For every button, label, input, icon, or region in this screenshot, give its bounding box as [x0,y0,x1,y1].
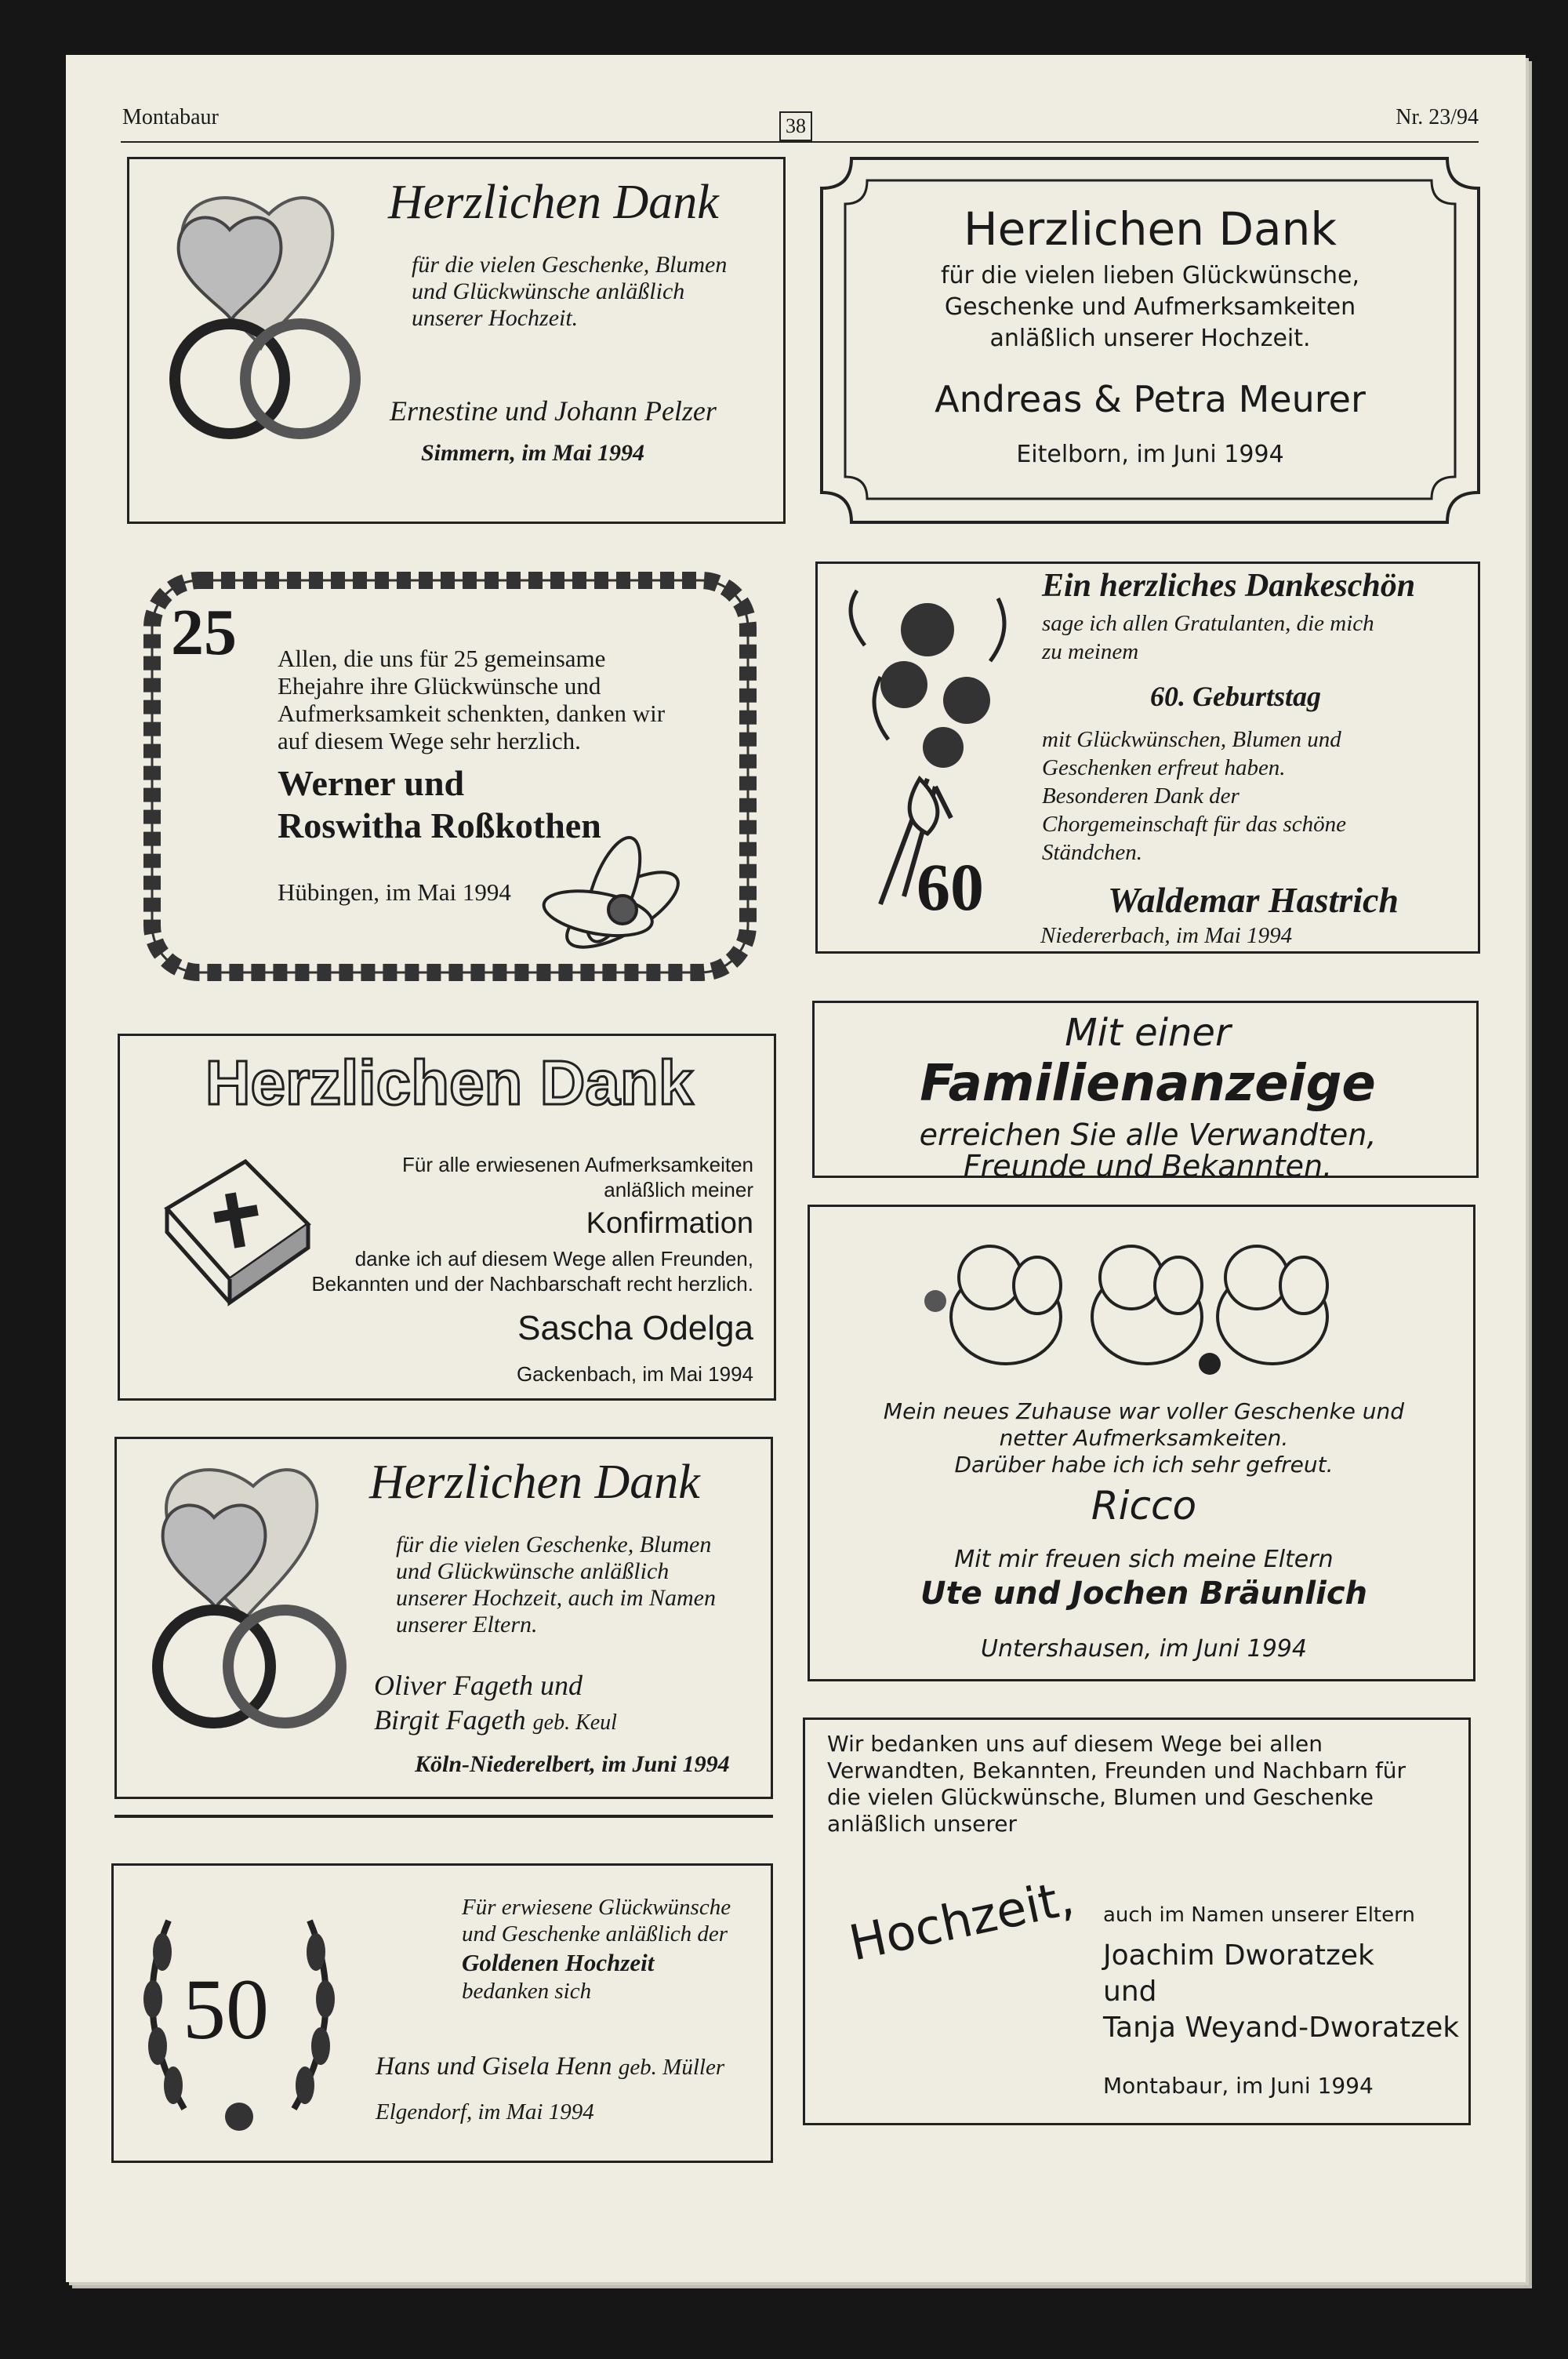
ad5-name: Sascha Odelga [517,1309,753,1347]
ad10-body: Wir bedanken uns auf diesem Wege bei allen Verwandten, Bekannten, Freunden und Nachbarn für die vielen Glückwünsche, Blumen und Geschenke anläßlich unserer [827,1731,1406,1837]
ad2-place: Eitelborn, im Juni 1994 [1016,441,1284,468]
ad-thanks-wedding-meurer [820,157,1480,524]
ad3-body: Allen, die uns für 25 gemeinsame Ehejahre ihre Glückwünsche und Aufmerksamkeit schenkten, danken wir auf diesem Wege sehr herzlich. [278,645,666,754]
ad8-parents-intro: Mit mir freuen sich meine Eltern [954,1546,1334,1573]
ad-golden-wedding-henn [111,1863,773,2163]
ad5-title: Herzlichen Dank [205,1048,694,1118]
ad-thanks-wedding-pelzer [127,157,786,524]
ad3-number: 25 [171,596,237,669]
ad9-place: Elgendorf, im Mai 1994 [376,2099,594,2125]
ad5-body2: danke ich auf diesem Wege allen Freunden, Bekannten und der Nachbarschaft recht herzlich. [311,1247,753,1296]
header-rule [121,141,1479,143]
ad1-names: Ernestine und Johann Pelzer [390,395,717,427]
page-number: 38 [779,111,812,141]
ad6-line2: Familienanzeige [920,1055,1376,1113]
ad10-names: Joachim Dworatzek und Tanja Weyand-Dworatzek [1103,1939,1460,2044]
ad4-occasion: 60. Geburtstag [1150,681,1322,712]
ad7-names: Oliver Fageth und Birgit Fageth geb. Keul [374,1670,617,1736]
ad4-intro: sage ich allen Gratulanten, die mich zu meinem [1042,611,1374,664]
hearts-rings-icon [143,183,379,512]
ad9-occasion: Goldenen Hochzeit [462,1949,655,1976]
ad8-place: Untershausen, im Juni 1994 [981,1635,1307,1663]
bible-cross-icon [151,1154,324,1310]
ad5-body: Für alle erwiesenen Aufmerksamkeiten anläßlich meiner [402,1153,753,1201]
ad6-line3: erreichen Sie alle Verwandten, [919,1118,1377,1152]
column-rule [114,1815,773,1818]
ad6-line1: Mit einer [1065,1011,1231,1055]
ad10-with: auch im Namen unserer Eltern [1103,1903,1415,1927]
ad9-body2: bedanken sich [462,1979,592,2004]
ad-birthday-hastrich [815,562,1480,954]
ad4-body: mit Glückwünschen, Blumen und Geschenken erfreut haben. Besonderen Dank der Chorgemeinschaft für das schöne Ständchen. [1042,727,1346,865]
ad3-names: Werner und Roswitha Roßkothen [278,763,601,845]
ad2-title: Herzlichen Dank [964,202,1337,256]
ad10-occasion: Hochzeit, [844,1868,1079,1972]
ad2-names: Andreas & Petra Meurer [935,378,1366,420]
ad9-number: 50 [183,1961,269,2057]
ad4-place: Niedererbach, im Mai 1994 [1040,923,1293,948]
ad6-line4: Freunde und Bekannten. [963,1149,1333,1183]
ad2-body: für die vielen lieben Glückwünsche, Geschenke und Aufmerksamkeiten anläßlich unserer Hochzeit. [940,262,1360,352]
ad-silver-wedding-rosskothen [121,557,795,1012]
ad4-number: 60 [916,849,984,925]
ad7-title: Herzlichen Dank [369,1456,700,1509]
ad7-born: geb. Keul [532,1710,617,1735]
newspaper-page [66,55,1526,2282]
issue-number: Nr. 23/94 [1396,105,1479,129]
ad8-body: Mein neues Zuhause war voller Geschenke und netter Aufmerksamkeiten. Darüber habe ich ich sehr gefreut. [883,1398,1405,1478]
ad-promo-family-notice [812,1001,1479,1183]
ad-confirmation-odelga [118,1034,776,1401]
header-location: Montabaur [122,105,219,129]
ad-birth-ricco [808,1205,1475,1681]
ad5-occasion: Konfirmation [586,1207,753,1240]
ad1-title: Herzlichen Dank [388,176,719,229]
ad9-names: Hans und Gisela Henn geb. Müller [376,2052,725,2081]
ad3-place: Hübingen, im Mai 1994 [278,878,511,906]
ad9-born: geb. Müller [618,2055,725,2080]
ad-thanks-wedding-fageth [114,1437,773,1799]
ad-thanks-wedding-dworatzek [803,1717,1471,2125]
ad8-parents: Ute und Jochen Bräunlich [920,1576,1368,1612]
ad8-name: Ricco [1091,1483,1197,1528]
ad5-place: Gackenbach, im Mai 1994 [516,1362,753,1386]
ad9-body: Für erwiesene Glückwünsche und Geschenke anläßlich der [462,1895,731,1946]
ad1-body: für die vielen Geschenke, Blumen und Glückwünsche anläßlich unserer Hochzeit. [412,252,728,331]
ad10-place: Montabaur, im Juni 1994 [1103,2073,1374,2099]
ad7-place: Köln-Niederelbert, im Juni 1994 [415,1751,730,1777]
hearts-rings-icon [128,1455,363,1784]
ad4-name: Waldemar Hastrich [1108,880,1399,920]
elephants-icon [920,1230,1359,1387]
ad1-place: Simmern, im Mai 1994 [421,440,645,466]
ad7-body: für die vielen Geschenke, Blumen und Glückwünsche anläßlich unserer Hochzeit, auch im Namen unserer Eltern. [396,1532,716,1637]
ad4-title: Ein herzliches Dankeschön [1042,568,1416,604]
